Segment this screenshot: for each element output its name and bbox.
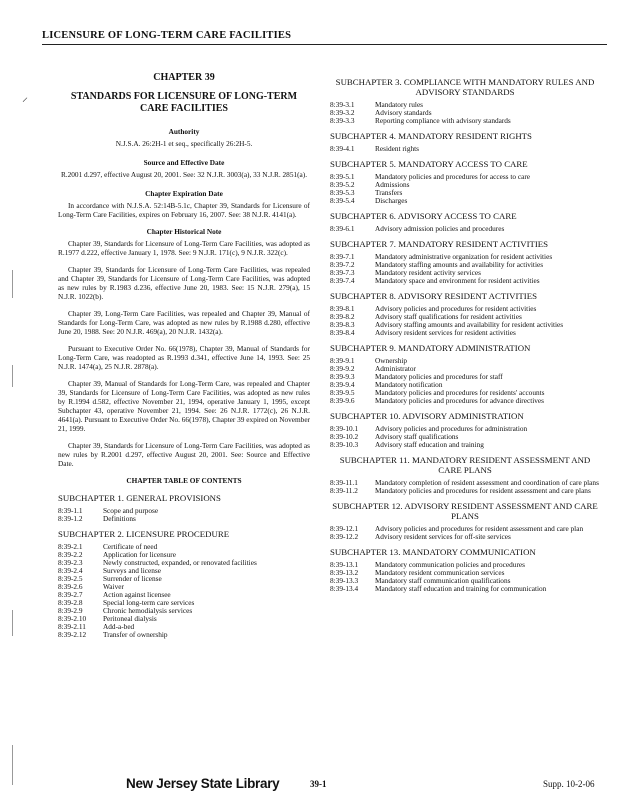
history-paragraph: Chapter 39, Standards for Licensure of Long-Term Care Facilities, was adopted as R.1977 d.222, effective January 1, 1978. See: 9 N.J.R. 171(c), 9 N.J.R. 322(c).: [58, 239, 310, 257]
toc-entry: [330, 585, 600, 593]
section-number: 8:39-8.1: [330, 304, 355, 313]
section-title: Mandatory staffing amounts and availability for activities: [375, 260, 544, 269]
section-number: 8:39-7.1: [330, 252, 355, 261]
toc-entry: [330, 197, 600, 205]
section-title: Advisory staffing amounts and availability for resident activities: [375, 320, 564, 329]
expiration-text: In accordance with N.J.S.A. 52:14B-5.1c, Chapter 39, Standards for Licensure of Long-Term Care Facilities, expires on February 16, 2007. See: 38 N.J.R. 4141(a).: [58, 201, 310, 219]
subchapter-group: [330, 131, 600, 153]
section-title: Mandatory completion of resident assessment and coordination of care plans: [375, 478, 599, 487]
section-title: Resident rights: [375, 144, 419, 153]
history-paragraph: Chapter 39, Long-Term Care Facilities, was repealed and Chapter 39, Manual of Standards for Long-Term Care, was adopted as new rules by R.1988 d.280, effective June 20, 1988. See: 20 N.J.R. 469(a), 20 N.J.R. 1432(a).: [58, 309, 310, 336]
section-number: 8:39-2.9: [58, 606, 83, 615]
section-number: 8:39-9.5: [330, 388, 355, 397]
toc-entry: [58, 507, 310, 515]
toc-entry: [58, 575, 310, 583]
section-title: Waiver: [103, 582, 124, 591]
section-number: 8:39-3.3: [330, 116, 355, 125]
subchapter-group: [330, 411, 600, 449]
section-title: Mandatory administrative organization for resident activities: [375, 252, 553, 261]
section-number: 8:39-13.3: [330, 576, 359, 585]
subchapter-title: SUBCHAPTER 12. ADVISORY RESIDENT ASSESSMENT AND CARE PLANS: [332, 501, 598, 521]
section-number: 8:39-9.2: [330, 364, 355, 373]
section-number: 8:39-11.2: [330, 486, 358, 495]
toc-entry: [58, 623, 310, 631]
subchapter-group: [330, 455, 600, 495]
toc-entry: [330, 373, 600, 381]
section-title: Advisory policies and procedures for administration: [375, 424, 528, 433]
library-stamp: New Jersey State Library: [126, 776, 280, 791]
section-title: Mandatory policies and procedures for staff: [375, 372, 503, 381]
subchapter-title: SUBCHAPTER 6. ADVISORY ACCESS TO CARE: [330, 211, 517, 221]
section-number: 8:39-1.2: [58, 514, 83, 523]
left-column: [58, 72, 310, 645]
section-number: 8:39-8.3: [330, 320, 355, 329]
margin-bar: [12, 745, 13, 785]
section-number: 8:39-2.7: [58, 590, 83, 599]
subchapter-group: [330, 343, 600, 405]
subchapter-group: [330, 547, 600, 593]
section-number: 8:39-12.1: [330, 524, 359, 533]
section-title: Mandatory policies and procedures for residents' accounts: [375, 388, 545, 397]
section-title: Ownership: [375, 356, 408, 365]
section-title: Mandatory resident activity services: [375, 268, 481, 277]
header-rule: [42, 44, 607, 45]
section-number: 8:39-13.2: [330, 568, 359, 577]
toc-entry: [58, 543, 310, 551]
source-heading: Source and Effective Date: [143, 158, 225, 167]
section-title: Mandatory policies and procedures for access to care: [375, 172, 530, 181]
section-number: 8:39-9.1: [330, 356, 355, 365]
subchapter-group: [330, 77, 600, 125]
right-toc: [330, 77, 600, 593]
section-number: 8:39-13.1: [330, 560, 359, 569]
subchapter-title: SUBCHAPTER 1. GENERAL PROVISIONS: [58, 493, 221, 503]
section-number: 8:39-12.2: [330, 532, 359, 541]
section-title: Action against licensee: [103, 590, 171, 599]
authority-heading: Authority: [168, 127, 200, 136]
section-title: Chronic hemodialysis services: [103, 606, 193, 615]
toc-entry: [330, 533, 600, 541]
toc-entry: [330, 329, 600, 337]
section-number: 8:39-2.11: [58, 622, 86, 631]
running-header: LICENSURE OF LONG-TERM CARE FACILITIES: [42, 30, 292, 41]
chapter-title: CHAPTER 39: [153, 72, 215, 83]
section-number: 8:39-8.2: [330, 312, 355, 321]
section-title: Definitions: [103, 514, 136, 523]
toc-entry: [58, 559, 310, 567]
section-title: Advisory policies and procedures for resident activities: [375, 304, 537, 313]
toc-entry: [330, 145, 600, 153]
section-number: 8:39-10.3: [330, 440, 359, 449]
section-number: 8:39-8.4: [330, 328, 355, 337]
section-number: 8:39-11.1: [330, 478, 358, 487]
subchapter-title: SUBCHAPTER 8. ADVISORY RESIDENT ACTIVITIES: [330, 291, 537, 301]
section-number: 8:39-10.2: [330, 432, 359, 441]
section-number: 8:39-9.4: [330, 380, 355, 389]
section-title: Certificate of need: [103, 542, 158, 551]
section-title: Mandatory communication policies and procedures: [375, 560, 525, 569]
section-number: 8:39-2.1: [58, 542, 83, 551]
subchapter-title: SUBCHAPTER 7. MANDATORY RESIDENT ACTIVITIES: [330, 239, 549, 249]
subchapter-title: SUBCHAPTER 13. MANDATORY COMMUNICATION: [330, 547, 536, 557]
section-title: Newly constructed, expanded, or renovated facilities: [103, 558, 257, 567]
subchapter-title: SUBCHAPTER 9. MANDATORY ADMINISTRATION: [330, 343, 531, 353]
section-title: Reporting compliance with advisory standards: [375, 116, 511, 125]
source-text: R.2001 d.297, effective August 20, 2001. See: 32 N.J.R. 3003(a), 33 N.J.R. 2851(a).: [60, 170, 308, 179]
section-title: Application for licensure: [103, 550, 176, 559]
section-title: Discharges: [375, 196, 408, 205]
margin-mark: ⸝: [22, 90, 29, 104]
section-title: Advisory staff qualifications: [375, 432, 459, 441]
subchapter-title: SUBCHAPTER 3. COMPLIANCE WITH MANDATORY RULES AND ADVISORY STANDARDS: [335, 77, 595, 97]
toc-entry: [330, 357, 600, 365]
history-heading: Chapter Historical Note: [146, 227, 222, 236]
section-number: 8:39-2.3: [58, 558, 83, 567]
history-paragraph: Chapter 39, Standards for Licensure of Long-Term Care Facilities, was adopted as new rules by R.2001 d.297, effective August 20, 2001. See: Source and Effective Date.: [58, 441, 310, 468]
section-number: 8:39-9.6: [330, 396, 355, 405]
section-number: 8:39-3.2: [330, 108, 355, 117]
toc-entry: [330, 117, 600, 125]
section-title: Administrator: [375, 364, 416, 373]
history-paragraph: Chapter 39, Manual of Standards for Long-Term Care, was repealed and Chapter 39, Standards for Licensure of Long-Term Care Facilities, was adopted as new rules by R.1994 d.582, effective November 21, 1994, operative January 1, 1995, except Subchapter 43, operative November 21, 1994. See: 26 N.J.R. 1772(c), 26 N.J.R. 4641(a). Pursuant to Executive Order No. 66(1978), Chapter 39 expired on November 21, 1999.: [58, 379, 310, 433]
subchapter-group: [58, 493, 310, 523]
history-paragraph: Chapter 39, Standards for Licensure of Long-Term Care Facilities, was repealed and Chapter 39, Standards for Licensure of Long-Term Care Facilities, was adopted as new rules by R.1983 d.236, effective June 20, 1983. See: 15 N.J.R. 279(a), 15 N.J.R. 1022(b).: [58, 265, 310, 301]
toc-entry: [58, 567, 310, 575]
section-number: 8:39-3.1: [330, 100, 355, 109]
section-number: 8:39-5.3: [330, 188, 355, 197]
authority-text: N.J.S.A. 26:2H-1 et seq., specifically 26:2H-5.: [115, 139, 253, 148]
toc-entry: [58, 631, 310, 639]
section-title: Advisory staff qualifications for resident activities: [375, 312, 522, 321]
section-number: 8:39-6.1: [330, 224, 355, 233]
section-title: Mandatory rules: [375, 100, 424, 109]
toc-entry: [330, 181, 600, 189]
page-number: 39-1: [310, 779, 327, 789]
section-number: 8:39-2.5: [58, 574, 83, 583]
section-number: 8:39-1.1: [58, 506, 83, 515]
section-title: Mandatory staff education and training for communication: [375, 584, 547, 593]
section-number: 8:39-7.3: [330, 268, 355, 277]
section-title: Advisory admission policies and procedures: [375, 224, 505, 233]
toc-entry: [330, 225, 600, 233]
section-title: Mandatory space and environment for resident activities: [375, 276, 540, 285]
section-number: 8:39-5.4: [330, 196, 355, 205]
subchapter-group: [58, 529, 310, 639]
margin-bar: [12, 365, 13, 387]
section-number: 8:39-2.8: [58, 598, 83, 607]
subchapter-title: SUBCHAPTER 5. MANDATORY ACCESS TO CARE: [330, 159, 528, 169]
section-title: Peritoneal dialysis: [103, 614, 157, 623]
toc-entry: [58, 515, 310, 523]
subchapter-title: SUBCHAPTER 2. LICENSURE PROCEDURE: [58, 529, 230, 539]
section-title: Transfer of ownership: [103, 630, 168, 639]
section-title: Mandatory staff communication qualifications: [375, 576, 511, 585]
toc-entry: [58, 607, 310, 615]
section-number: 8:39-4.1: [330, 144, 355, 153]
subchapter-group: [330, 211, 600, 233]
section-title: Advisory resident services for off-site services: [375, 532, 511, 541]
supplement-date: Supp. 10-2-06: [543, 779, 595, 789]
subchapter-title: SUBCHAPTER 10. ADVISORY ADMINISTRATION: [330, 411, 524, 421]
toc-entry: [330, 425, 600, 433]
toc-entry: [330, 189, 600, 197]
toc-entry: [330, 397, 600, 405]
section-number: 8:39-7.4: [330, 276, 355, 285]
toc-entry: [330, 441, 600, 449]
toc-entry: [58, 615, 310, 623]
toc-entry: [330, 277, 600, 285]
expiration-heading: Chapter Expiration Date: [145, 189, 223, 198]
toc-entry: [330, 487, 600, 495]
toc-entry: [330, 101, 600, 109]
section-number: 8:39-2.2: [58, 550, 83, 559]
toc-entry: [330, 173, 600, 181]
section-title: Mandatory policies and procedures for advance directives: [375, 396, 544, 405]
subchapter-group: [330, 239, 600, 285]
section-title: Admissions: [375, 180, 410, 189]
section-number: 8:39-2.12: [58, 630, 87, 639]
toc-entry: [58, 583, 310, 591]
section-title: Surrender of license: [103, 574, 162, 583]
section-title: Advisory staff education and training: [375, 440, 484, 449]
section-title: Mandatory policies and procedures for resident assessment and care plans: [375, 486, 591, 495]
section-title: Add-a-bed: [103, 622, 135, 631]
section-title: Mandatory notification: [375, 380, 443, 389]
section-title: Special long-term care services: [103, 598, 195, 607]
right-column: [330, 72, 600, 599]
section-title: Surveys and license: [103, 566, 161, 575]
section-title: Mandatory resident communication services: [375, 568, 505, 577]
section-number: 8:39-5.2: [330, 180, 355, 189]
subchapter-title: SUBCHAPTER 4. MANDATORY RESIDENT RIGHTS: [330, 131, 532, 141]
margin-bar: [12, 610, 13, 636]
subchapter-group: [330, 501, 600, 541]
margin-bar: [12, 270, 13, 298]
section-number: 8:39-5.1: [330, 172, 355, 181]
section-number: 8:39-2.4: [58, 566, 83, 575]
subchapter-group: [330, 159, 600, 205]
toc-title: CHAPTER TABLE OF CONTENTS: [126, 476, 242, 485]
history-paragraph: Pursuant to Executive Order No. 66(1978), Chapter 39, Manual of Standards for Long-Term Care, was readopted as R.1993 d.341, effective June 14, 1993. See: 25 N.J.R. 1474(a), 25 N.J.R. 2878(a).: [58, 344, 310, 371]
standards-title: STANDARDS FOR LICENSURE OF LONG-TERM CARE FACILITIES: [70, 91, 298, 114]
section-number: 8:39-13.4: [330, 584, 359, 593]
section-number: 8:39-10.1: [330, 424, 359, 433]
left-toc: [58, 493, 310, 639]
section-number: 8:39-9.3: [330, 372, 355, 381]
section-title: Advisory policies and procedures for resident assessment and care plan: [375, 524, 584, 533]
section-number: 8:39-2.10: [58, 614, 87, 623]
section-title: Advisory standards: [375, 108, 432, 117]
section-number: 8:39-2.6: [58, 582, 83, 591]
history-notes: [58, 239, 310, 468]
section-title: Advisory resident services for resident activities: [375, 328, 516, 337]
section-title: Transfers: [375, 188, 403, 197]
subchapter-group: [330, 291, 600, 337]
section-title: Scope and purpose: [103, 506, 159, 515]
section-number: 8:39-7.2: [330, 260, 355, 269]
subchapter-title: SUBCHAPTER 11. MANDATORY RESIDENT ASSESSMENT AND CARE PLANS: [339, 455, 591, 475]
